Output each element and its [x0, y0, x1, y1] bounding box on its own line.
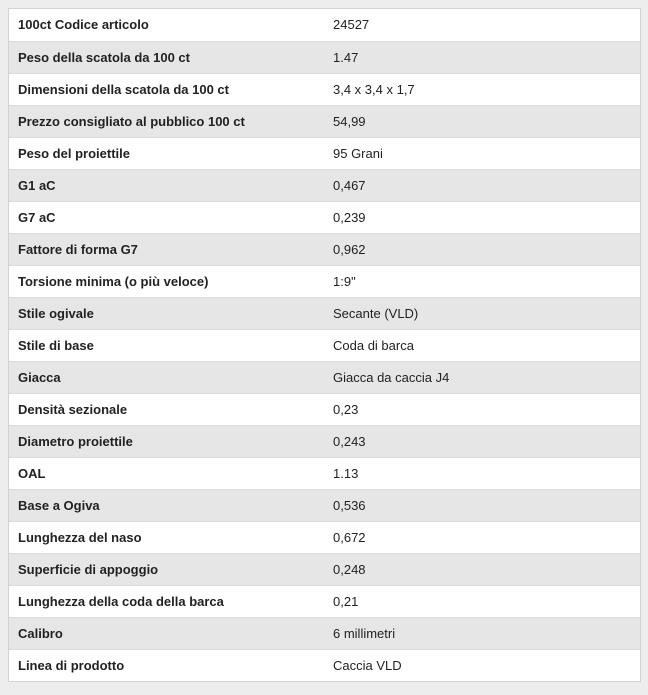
table-row: [9, 201, 640, 233]
spec-label: 100ct Codice articolo: [9, 9, 324, 41]
spec-label: OAL: [9, 457, 324, 489]
spec-label: G7 aC: [9, 201, 324, 233]
table-row: [9, 553, 640, 585]
spec-value: Caccia VLD: [324, 649, 640, 681]
table-row: [9, 489, 640, 521]
spec-value: 0,467: [324, 169, 640, 201]
spec-value: 3,4 x 3,4 x 1,7: [324, 73, 640, 105]
spec-label: Stile ogivale: [9, 297, 324, 329]
specifications-table: [9, 9, 640, 681]
table-row: [9, 73, 640, 105]
spec-label: Fattore di forma G7: [9, 233, 324, 265]
spec-value: 0,239: [324, 201, 640, 233]
spec-value: 24527: [324, 9, 640, 41]
spec-label: Stile di base: [9, 329, 324, 361]
spec-label: Peso del proiettile: [9, 137, 324, 169]
spec-value: 0,672: [324, 521, 640, 553]
spec-value: 54,99: [324, 105, 640, 137]
spec-label: Dimensioni della scatola da 100 ct: [9, 73, 324, 105]
table-row: [9, 361, 640, 393]
spec-value: 0,248: [324, 553, 640, 585]
specifications-table-body: [9, 9, 640, 681]
spec-value: Coda di barca: [324, 329, 640, 361]
table-row: [9, 617, 640, 649]
table-row: [9, 649, 640, 681]
spec-label: Giacca: [9, 361, 324, 393]
specifications-panel: [8, 8, 641, 682]
spec-value: 0,23: [324, 393, 640, 425]
table-row: [9, 105, 640, 137]
spec-value: Giacca da caccia J4: [324, 361, 640, 393]
spec-label: Base a Ogiva: [9, 489, 324, 521]
table-row: [9, 329, 640, 361]
table-row: [9, 521, 640, 553]
spec-label: Densità sezionale: [9, 393, 324, 425]
table-row: [9, 137, 640, 169]
spec-value: 6 millimetri: [324, 617, 640, 649]
spec-value: 0,536: [324, 489, 640, 521]
spec-value: 0,243: [324, 425, 640, 457]
spec-label: Calibro: [9, 617, 324, 649]
spec-label: Prezzo consigliato al pubblico 100 ct: [9, 105, 324, 137]
spec-label: Linea di prodotto: [9, 649, 324, 681]
table-row: [9, 457, 640, 489]
spec-value: 1.13: [324, 457, 640, 489]
spec-label: Lunghezza del naso: [9, 521, 324, 553]
spec-label: Diametro proiettile: [9, 425, 324, 457]
spec-value: 0,21: [324, 585, 640, 617]
table-row: [9, 265, 640, 297]
spec-label: G1 aC: [9, 169, 324, 201]
table-row: [9, 9, 640, 41]
table-row: [9, 169, 640, 201]
spec-label: Lunghezza della coda della barca: [9, 585, 324, 617]
table-row: [9, 425, 640, 457]
table-row: [9, 585, 640, 617]
table-row: [9, 233, 640, 265]
spec-value: 1.47: [324, 41, 640, 73]
table-row: [9, 297, 640, 329]
spec-value: 0,962: [324, 233, 640, 265]
spec-value: Secante (VLD): [324, 297, 640, 329]
spec-value: 95 Grani: [324, 137, 640, 169]
table-row: [9, 41, 640, 73]
spec-label: Torsione minima (o più veloce): [9, 265, 324, 297]
table-row: [9, 393, 640, 425]
spec-label: Peso della scatola da 100 ct: [9, 41, 324, 73]
spec-value: 1:9": [324, 265, 640, 297]
spec-label: Superficie di appoggio: [9, 553, 324, 585]
